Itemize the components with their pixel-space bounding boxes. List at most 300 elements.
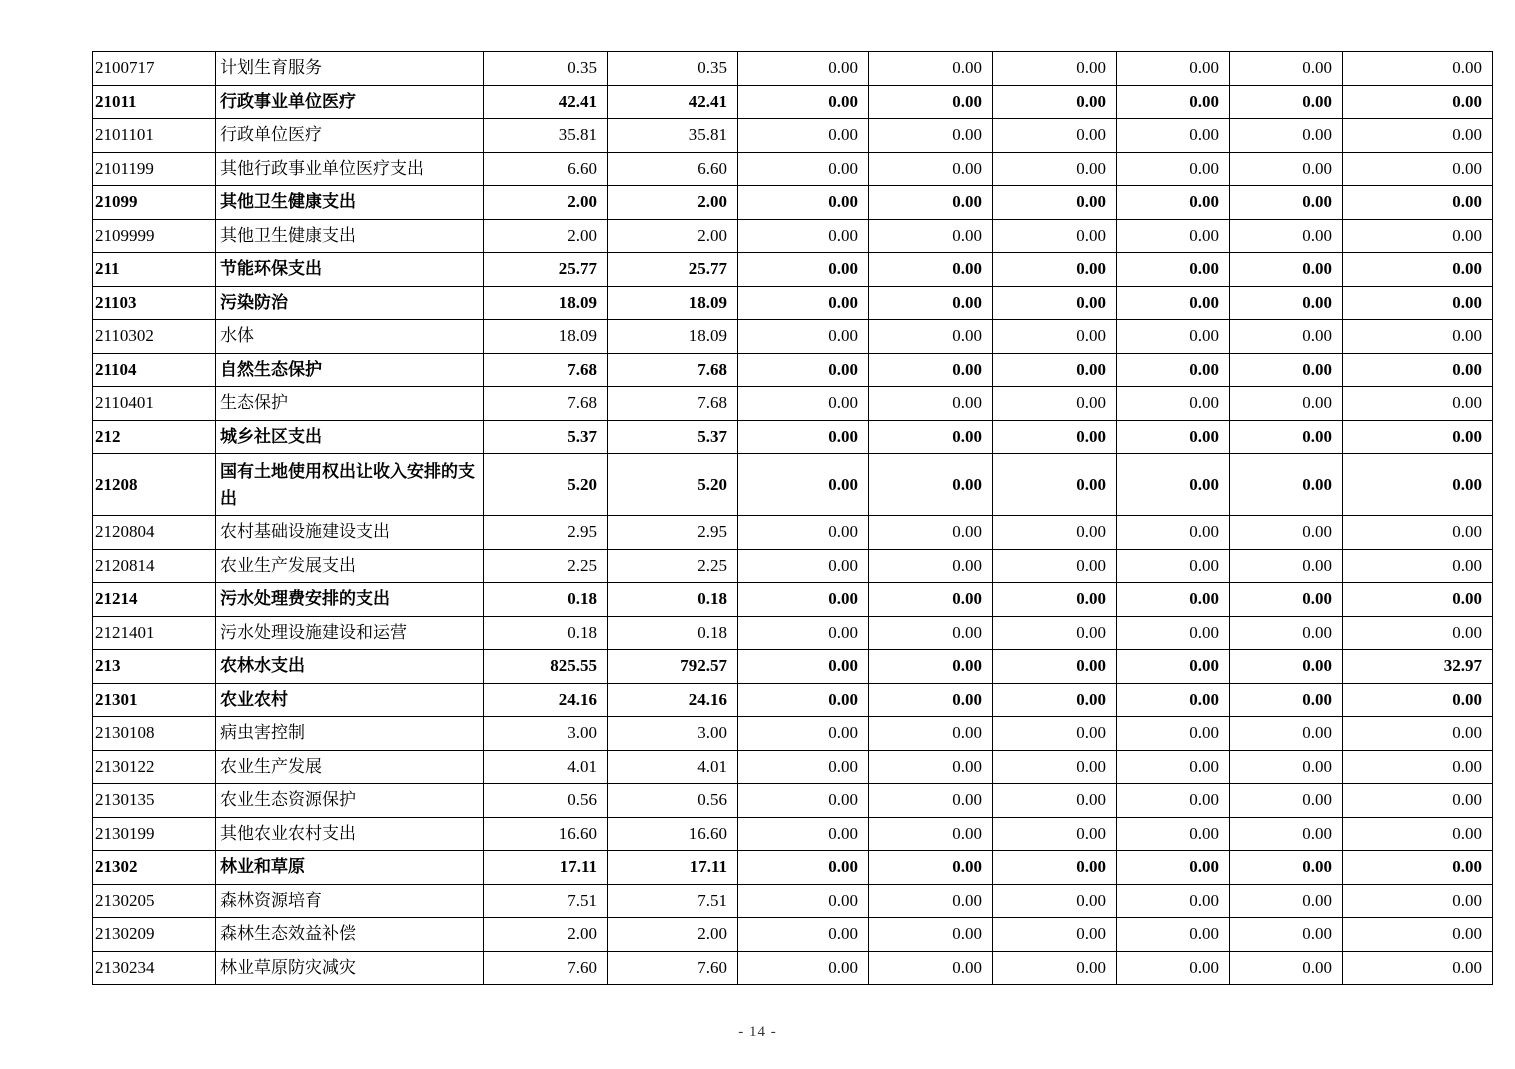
amount-cell: 0.00 xyxy=(869,152,993,186)
table-row xyxy=(93,683,1493,717)
amount-cell: 6.60 xyxy=(484,152,608,186)
amount-cell: 0.00 xyxy=(1230,253,1343,287)
amount-cell: 0.00 xyxy=(1117,353,1230,387)
amount-cell: 0.00 xyxy=(1343,454,1493,516)
amount-cell: 0.00 xyxy=(738,186,869,220)
account-name-cell: 农业生态资源保护 xyxy=(216,784,484,818)
table-row xyxy=(93,951,1493,985)
table-row xyxy=(93,219,1493,253)
amount-cell: 0.00 xyxy=(1117,52,1230,86)
account-name-cell: 计划生育服务 xyxy=(216,52,484,86)
account-name-cell: 农村基础设施建设支出 xyxy=(216,516,484,550)
account-name-cell: 城乡社区支出 xyxy=(216,420,484,454)
amount-cell: 0.00 xyxy=(1343,951,1493,985)
amount-cell: 0.00 xyxy=(738,516,869,550)
amount-cell: 0.00 xyxy=(869,85,993,119)
amount-cell: 0.00 xyxy=(738,951,869,985)
account-code-cell: 2100717 xyxy=(93,52,216,86)
amount-cell: 0.00 xyxy=(1343,683,1493,717)
account-code-cell: 21208 xyxy=(93,454,216,516)
amount-cell: 0.00 xyxy=(738,616,869,650)
amount-cell: 0.00 xyxy=(1343,884,1493,918)
table-row xyxy=(93,717,1493,751)
account-name-cell: 行政事业单位医疗 xyxy=(216,85,484,119)
account-code-cell: 2130199 xyxy=(93,817,216,851)
amount-cell: 0.00 xyxy=(1343,320,1493,354)
account-name-cell: 其他卫生健康支出 xyxy=(216,186,484,220)
amount-cell: 0.00 xyxy=(1343,219,1493,253)
amount-cell: 0.00 xyxy=(1117,253,1230,287)
amount-cell: 18.09 xyxy=(608,286,738,320)
amount-cell: 0.00 xyxy=(993,918,1117,952)
amount-cell: 0.00 xyxy=(1343,85,1493,119)
amount-cell: 0.00 xyxy=(1117,152,1230,186)
amount-cell: 0.00 xyxy=(1117,583,1230,617)
amount-cell: 0.00 xyxy=(993,650,1117,684)
amount-cell: 16.60 xyxy=(608,817,738,851)
account-code-cell: 2121401 xyxy=(93,616,216,650)
account-code-cell: 2110302 xyxy=(93,320,216,354)
amount-cell: 0.00 xyxy=(738,52,869,86)
amount-cell: 0.00 xyxy=(1117,320,1230,354)
amount-cell: 0.00 xyxy=(1230,683,1343,717)
budget-table xyxy=(92,51,1493,985)
amount-cell: 7.51 xyxy=(608,884,738,918)
amount-cell: 2.00 xyxy=(484,219,608,253)
amount-cell: 0.00 xyxy=(1117,951,1230,985)
amount-cell: 7.68 xyxy=(484,387,608,421)
account-name-cell: 其他卫生健康支出 xyxy=(216,219,484,253)
amount-cell: 0.00 xyxy=(1343,784,1493,818)
amount-cell: 0.00 xyxy=(993,119,1117,153)
account-code-cell: 2101101 xyxy=(93,119,216,153)
account-code-cell: 21214 xyxy=(93,583,216,617)
account-name-cell: 国有土地使用权出让收入安排的支出 xyxy=(216,454,484,516)
table-row xyxy=(93,52,1493,86)
amount-cell: 35.81 xyxy=(608,119,738,153)
amount-cell: 25.77 xyxy=(608,253,738,287)
amount-cell: 0.00 xyxy=(1117,717,1230,751)
account-name-cell: 林业和草原 xyxy=(216,851,484,885)
account-code-cell: 21301 xyxy=(93,683,216,717)
amount-cell: 0.56 xyxy=(608,784,738,818)
amount-cell: 0.00 xyxy=(993,750,1117,784)
amount-cell: 0.00 xyxy=(869,549,993,583)
amount-cell: 0.00 xyxy=(869,583,993,617)
amount-cell: 0.00 xyxy=(738,454,869,516)
amount-cell: 0.00 xyxy=(1230,918,1343,952)
amount-cell: 0.00 xyxy=(1117,884,1230,918)
amount-cell: 0.00 xyxy=(1117,454,1230,516)
table-row xyxy=(93,186,1493,220)
amount-cell: 0.00 xyxy=(869,951,993,985)
amount-cell: 0.00 xyxy=(1230,884,1343,918)
amount-cell: 0.00 xyxy=(738,650,869,684)
amount-cell: 0.00 xyxy=(993,286,1117,320)
amount-cell: 18.09 xyxy=(484,286,608,320)
amount-cell: 32.97 xyxy=(1343,650,1493,684)
amount-cell: 0.00 xyxy=(738,918,869,952)
amount-cell: 0.00 xyxy=(1117,219,1230,253)
amount-cell: 2.00 xyxy=(484,918,608,952)
amount-cell: 0.00 xyxy=(1343,253,1493,287)
amount-cell: 0.00 xyxy=(738,884,869,918)
table-row xyxy=(93,85,1493,119)
amount-cell: 0.00 xyxy=(869,52,993,86)
amount-cell: 0.00 xyxy=(993,583,1117,617)
amount-cell: 0.00 xyxy=(1230,616,1343,650)
amount-cell: 0.00 xyxy=(869,717,993,751)
amount-cell: 0.00 xyxy=(738,683,869,717)
amount-cell: 6.60 xyxy=(608,152,738,186)
account-code-cell: 211 xyxy=(93,253,216,287)
amount-cell: 0.00 xyxy=(1230,454,1343,516)
account-name-cell: 农业生产发展支出 xyxy=(216,549,484,583)
amount-cell: 0.00 xyxy=(869,286,993,320)
amount-cell: 0.00 xyxy=(1343,52,1493,86)
account-name-cell: 其他农业农村支出 xyxy=(216,817,484,851)
amount-cell: 0.00 xyxy=(1230,750,1343,784)
amount-cell: 2.00 xyxy=(608,918,738,952)
amount-cell: 0.00 xyxy=(993,717,1117,751)
amount-cell: 0.00 xyxy=(869,516,993,550)
amount-cell: 0.00 xyxy=(738,817,869,851)
amount-cell: 0.00 xyxy=(1343,817,1493,851)
amount-cell: 7.68 xyxy=(608,353,738,387)
amount-cell: 0.00 xyxy=(1230,186,1343,220)
amount-cell: 17.11 xyxy=(484,851,608,885)
amount-cell: 0.00 xyxy=(869,750,993,784)
table-row xyxy=(93,549,1493,583)
amount-cell: 0.00 xyxy=(1230,85,1343,119)
amount-cell: 0.00 xyxy=(1117,549,1230,583)
account-name-cell: 农业农村 xyxy=(216,683,484,717)
table-row xyxy=(93,516,1493,550)
amount-cell: 16.60 xyxy=(484,817,608,851)
amount-cell: 0.00 xyxy=(993,817,1117,851)
amount-cell: 0.00 xyxy=(869,219,993,253)
amount-cell: 0.00 xyxy=(1343,119,1493,153)
amount-cell: 0.00 xyxy=(1343,750,1493,784)
amount-cell: 0.00 xyxy=(869,884,993,918)
amount-cell: 0.00 xyxy=(869,683,993,717)
amount-cell: 0.00 xyxy=(1117,286,1230,320)
amount-cell: 0.00 xyxy=(1343,583,1493,617)
table-row xyxy=(93,650,1493,684)
amount-cell: 0.00 xyxy=(1117,186,1230,220)
account-code-cell: 2110401 xyxy=(93,387,216,421)
amount-cell: 0.00 xyxy=(1230,320,1343,354)
amount-cell: 0.00 xyxy=(1343,851,1493,885)
amount-cell: 18.09 xyxy=(608,320,738,354)
amount-cell: 0.00 xyxy=(1230,784,1343,818)
account-code-cell: 2120814 xyxy=(93,549,216,583)
account-code-cell: 2130209 xyxy=(93,918,216,952)
amount-cell: 0.00 xyxy=(1117,784,1230,818)
account-code-cell: 21302 xyxy=(93,851,216,885)
amount-cell: 0.00 xyxy=(1230,353,1343,387)
account-name-cell: 病虫害控制 xyxy=(216,717,484,751)
table-row xyxy=(93,353,1493,387)
amount-cell: 0.00 xyxy=(1230,717,1343,751)
amount-cell: 3.00 xyxy=(608,717,738,751)
amount-cell: 24.16 xyxy=(608,683,738,717)
amount-cell: 0.00 xyxy=(1343,420,1493,454)
amount-cell: 0.00 xyxy=(1117,683,1230,717)
amount-cell: 0.00 xyxy=(993,516,1117,550)
amount-cell: 0.00 xyxy=(738,286,869,320)
amount-cell: 0.00 xyxy=(738,219,869,253)
amount-cell: 4.01 xyxy=(608,750,738,784)
table-row xyxy=(93,583,1493,617)
amount-cell: 2.00 xyxy=(484,186,608,220)
account-code-cell: 2130108 xyxy=(93,717,216,751)
amount-cell: 0.00 xyxy=(869,454,993,516)
account-code-cell: 2130234 xyxy=(93,951,216,985)
amount-cell: 0.18 xyxy=(608,583,738,617)
account-name-cell: 其他行政事业单位医疗支出 xyxy=(216,152,484,186)
amount-cell: 0.00 xyxy=(738,320,869,354)
account-code-cell: 21011 xyxy=(93,85,216,119)
amount-cell: 0.00 xyxy=(738,784,869,818)
amount-cell: 0.00 xyxy=(993,420,1117,454)
amount-cell: 0.00 xyxy=(1117,650,1230,684)
amount-cell: 0.00 xyxy=(738,85,869,119)
account-name-cell: 农林水支出 xyxy=(216,650,484,684)
amount-cell: 0.00 xyxy=(1230,420,1343,454)
amount-cell: 0.00 xyxy=(993,616,1117,650)
amount-cell: 0.56 xyxy=(484,784,608,818)
amount-cell: 0.00 xyxy=(993,549,1117,583)
amount-cell: 0.00 xyxy=(1117,420,1230,454)
amount-cell: 18.09 xyxy=(484,320,608,354)
account-name-cell: 污水处理费安排的支出 xyxy=(216,583,484,617)
amount-cell: 3.00 xyxy=(484,717,608,751)
account-name-cell: 农业生产发展 xyxy=(216,750,484,784)
table-row xyxy=(93,387,1493,421)
amount-cell: 0.00 xyxy=(1343,186,1493,220)
amount-cell: 0.00 xyxy=(993,454,1117,516)
account-code-cell: 2120804 xyxy=(93,516,216,550)
account-code-cell: 21103 xyxy=(93,286,216,320)
amount-cell: 0.00 xyxy=(1343,549,1493,583)
amount-cell: 0.00 xyxy=(738,583,869,617)
amount-cell: 0.00 xyxy=(993,219,1117,253)
amount-cell: 0.00 xyxy=(1117,85,1230,119)
amount-cell: 7.68 xyxy=(484,353,608,387)
amount-cell: 0.00 xyxy=(1117,918,1230,952)
amount-cell: 0.00 xyxy=(869,420,993,454)
amount-cell: 0.35 xyxy=(484,52,608,86)
amount-cell: 0.00 xyxy=(869,253,993,287)
page-number: - 14 - xyxy=(738,1024,777,1040)
account-name-cell: 水体 xyxy=(216,320,484,354)
table-row xyxy=(93,851,1493,885)
amount-cell: 0.00 xyxy=(869,650,993,684)
amount-cell: 0.00 xyxy=(1343,286,1493,320)
amount-cell: 0.00 xyxy=(1343,516,1493,550)
amount-cell: 0.00 xyxy=(869,353,993,387)
amount-cell: 0.00 xyxy=(1117,851,1230,885)
account-code-cell: 212 xyxy=(93,420,216,454)
amount-cell: 0.00 xyxy=(1343,717,1493,751)
amount-cell: 7.51 xyxy=(484,884,608,918)
amount-cell: 7.60 xyxy=(484,951,608,985)
table-row xyxy=(93,817,1493,851)
amount-cell: 5.20 xyxy=(484,454,608,516)
account-name-cell: 节能环保支出 xyxy=(216,253,484,287)
amount-cell: 0.00 xyxy=(869,918,993,952)
amount-cell: 0.00 xyxy=(1230,152,1343,186)
amount-cell: 0.00 xyxy=(993,884,1117,918)
table-row xyxy=(93,750,1493,784)
amount-cell: 825.55 xyxy=(484,650,608,684)
amount-cell: 0.00 xyxy=(738,549,869,583)
amount-cell: 0.18 xyxy=(484,616,608,650)
amount-cell: 17.11 xyxy=(608,851,738,885)
amount-cell: 0.00 xyxy=(993,784,1117,818)
amount-cell: 0.00 xyxy=(738,420,869,454)
account-name-cell: 自然生态保护 xyxy=(216,353,484,387)
table-row xyxy=(93,784,1493,818)
amount-cell: 0.00 xyxy=(993,851,1117,885)
amount-cell: 0.00 xyxy=(993,85,1117,119)
amount-cell: 7.60 xyxy=(608,951,738,985)
amount-cell: 0.18 xyxy=(484,583,608,617)
amount-cell: 0.00 xyxy=(993,52,1117,86)
account-code-cell: 213 xyxy=(93,650,216,684)
amount-cell: 0.00 xyxy=(1343,353,1493,387)
account-code-cell: 21104 xyxy=(93,353,216,387)
amount-cell: 0.00 xyxy=(738,353,869,387)
amount-cell: 0.00 xyxy=(1117,750,1230,784)
amount-cell: 0.00 xyxy=(993,152,1117,186)
amount-cell: 5.20 xyxy=(608,454,738,516)
amount-cell: 0.00 xyxy=(738,750,869,784)
table-row xyxy=(93,616,1493,650)
account-code-cell: 2109999 xyxy=(93,219,216,253)
amount-cell: 0.00 xyxy=(869,186,993,220)
table-row xyxy=(93,918,1493,952)
amount-cell: 0.00 xyxy=(1117,119,1230,153)
amount-cell: 0.00 xyxy=(869,784,993,818)
amount-cell: 0.00 xyxy=(993,186,1117,220)
amount-cell: 35.81 xyxy=(484,119,608,153)
amount-cell: 0.00 xyxy=(1117,516,1230,550)
amount-cell: 0.00 xyxy=(869,817,993,851)
table-row xyxy=(93,320,1493,354)
amount-cell: 2.25 xyxy=(484,549,608,583)
amount-cell: 0.00 xyxy=(1230,951,1343,985)
amount-cell: 25.77 xyxy=(484,253,608,287)
amount-cell: 0.18 xyxy=(608,616,738,650)
amount-cell: 24.16 xyxy=(484,683,608,717)
table-row xyxy=(93,420,1493,454)
table-row xyxy=(93,454,1493,516)
amount-cell: 0.00 xyxy=(993,253,1117,287)
amount-cell: 0.00 xyxy=(1230,119,1343,153)
amount-cell: 0.00 xyxy=(869,851,993,885)
amount-cell: 2.95 xyxy=(484,516,608,550)
amount-cell: 0.00 xyxy=(1117,616,1230,650)
account-code-cell: 2130205 xyxy=(93,884,216,918)
amount-cell: 2.00 xyxy=(608,219,738,253)
amount-cell: 0.00 xyxy=(993,951,1117,985)
amount-cell: 0.00 xyxy=(738,851,869,885)
amount-cell: 0.00 xyxy=(1230,286,1343,320)
amount-cell: 0.00 xyxy=(993,387,1117,421)
amount-cell: 0.00 xyxy=(1230,583,1343,617)
table-row xyxy=(93,286,1493,320)
amount-cell: 0.00 xyxy=(1343,918,1493,952)
amount-cell: 2.25 xyxy=(608,549,738,583)
budget-table-body xyxy=(93,52,1493,985)
amount-cell: 792.57 xyxy=(608,650,738,684)
account-code-cell: 2101199 xyxy=(93,152,216,186)
account-code-cell: 2130122 xyxy=(93,750,216,784)
amount-cell: 0.00 xyxy=(869,320,993,354)
amount-cell: 0.00 xyxy=(1230,817,1343,851)
amount-cell: 4.01 xyxy=(484,750,608,784)
amount-cell: 0.00 xyxy=(993,683,1117,717)
amount-cell: 0.00 xyxy=(738,387,869,421)
amount-cell: 0.00 xyxy=(993,320,1117,354)
amount-cell: 0.00 xyxy=(1117,387,1230,421)
account-name-cell: 林业草原防灾减灾 xyxy=(216,951,484,985)
amount-cell: 2.00 xyxy=(608,186,738,220)
amount-cell: 0.00 xyxy=(738,717,869,751)
amount-cell: 0.00 xyxy=(1230,516,1343,550)
amount-cell: 7.68 xyxy=(608,387,738,421)
table-row xyxy=(93,152,1493,186)
amount-cell: 0.00 xyxy=(738,152,869,186)
account-name-cell: 森林资源培育 xyxy=(216,884,484,918)
amount-cell: 0.35 xyxy=(608,52,738,86)
account-name-cell: 生态保护 xyxy=(216,387,484,421)
amount-cell: 0.00 xyxy=(869,616,993,650)
amount-cell: 0.00 xyxy=(1230,851,1343,885)
amount-cell: 0.00 xyxy=(1230,52,1343,86)
amount-cell: 0.00 xyxy=(1343,152,1493,186)
amount-cell: 0.00 xyxy=(993,353,1117,387)
account-name-cell: 行政单位医疗 xyxy=(216,119,484,153)
account-name-cell: 污染防治 xyxy=(216,286,484,320)
account-name-cell: 污水处理设施建设和运营 xyxy=(216,616,484,650)
amount-cell: 42.41 xyxy=(484,85,608,119)
amount-cell: 5.37 xyxy=(608,420,738,454)
table-row xyxy=(93,253,1493,287)
amount-cell: 0.00 xyxy=(1230,650,1343,684)
amount-cell: 42.41 xyxy=(608,85,738,119)
amount-cell: 0.00 xyxy=(869,387,993,421)
amount-cell: 0.00 xyxy=(1343,616,1493,650)
amount-cell: 0.00 xyxy=(738,119,869,153)
amount-cell: 2.95 xyxy=(608,516,738,550)
amount-cell: 0.00 xyxy=(1230,387,1343,421)
amount-cell: 0.00 xyxy=(1230,219,1343,253)
amount-cell: 0.00 xyxy=(1343,387,1493,421)
table-row xyxy=(93,884,1493,918)
account-code-cell: 2130135 xyxy=(93,784,216,818)
table-row xyxy=(93,119,1493,153)
amount-cell: 0.00 xyxy=(1117,817,1230,851)
account-code-cell: 21099 xyxy=(93,186,216,220)
amount-cell: 0.00 xyxy=(869,119,993,153)
amount-cell: 0.00 xyxy=(738,253,869,287)
amount-cell: 0.00 xyxy=(1230,549,1343,583)
amount-cell: 5.37 xyxy=(484,420,608,454)
account-name-cell: 森林生态效益补偿 xyxy=(216,918,484,952)
